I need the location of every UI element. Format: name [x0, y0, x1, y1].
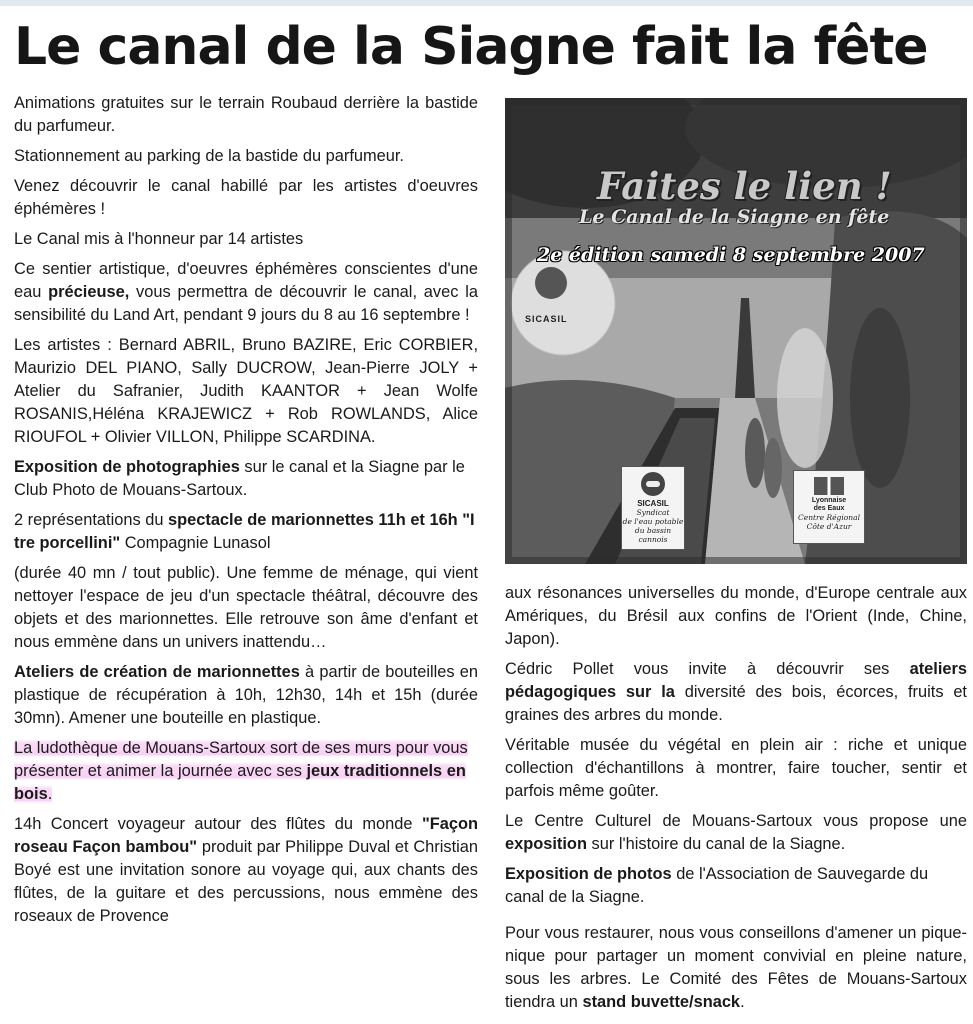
paragraph-artist-list: Les artistes : Bernard ABRIL, Bruno BAZIRE, Eric CORBIER, Maurizio DEL PIANO, Sally DUCROW, Jean-Pierre JOLY + Atelier du Safranier, Judith KAANTOR + Jean Wolfe ROSANIS,Héléna KRAJEWICZ + Rob ROWLANDS, Alice RIOUFOL + Olivier VILLON, Philippe SCARDINA. — [14, 336, 478, 446]
bold-run: stand buvette/snack — [582, 993, 741, 1011]
text-run: vous permettra de découvrir le canal, avec la sensibilité du Land Art, pendant 9 jours du 8 au 16 septembre ! — [14, 283, 478, 324]
paragraph-ludotheque — [14, 737, 478, 806]
paragraph-picnic — [505, 922, 967, 1014]
paragraph-world-resonance: aux résonances universelles du monde, d'Europe centrale aux Amériques, du Brésil aux confins de l'Orient (Inde, Chine, Japon). — [505, 584, 967, 648]
lyonnaise-logo-icon — [814, 477, 844, 495]
top-rule — [0, 0, 973, 6]
bold-run: "Façon roseau Façon bambou" — [14, 815, 478, 856]
bold-run: spectacle de marionnettes 11h et 16h "I tre porcellini" — [14, 511, 475, 552]
paragraph-photo-association — [505, 863, 967, 909]
badge-line: Centre Régional — [798, 513, 860, 522]
figure-shape — [745, 418, 765, 488]
text-run: 14h Concert voyageur autour des flûtes du monde — [14, 815, 422, 833]
text-run: . — [47, 785, 53, 803]
event-poster — [505, 98, 967, 564]
text-run: Compagnie Lunasol — [120, 534, 271, 552]
paragraph-puppet-show — [14, 509, 478, 555]
bold-run: ateliers pédagogiques sur la — [505, 660, 967, 701]
headline: Le canal de la Siagne fait la fête — [14, 17, 928, 77]
badge-name: Lyonnaise — [811, 497, 847, 504]
text-run: . — [740, 993, 745, 1011]
bold-run: jeux traditionnels en bois — [14, 762, 466, 803]
bold-run: exposition — [505, 835, 587, 853]
text-run: Cédric Pollet vous invite à découvrir ses — [505, 660, 910, 678]
bold-run: Exposition de photographies — [14, 458, 240, 476]
poster-subtitle: Le Canal de la Siagne en fête — [579, 206, 890, 228]
sicasil-badge — [621, 466, 685, 550]
lyonnaise-badge — [793, 470, 865, 544]
paragraph-photo-exhibit — [14, 456, 478, 502]
badge-line: Côte d'Azur — [806, 522, 852, 531]
poster-title: Faites le lien ! — [597, 164, 892, 208]
right-column — [505, 582, 967, 1021]
paragraph-puppet-description: (durée 40 mn / tout public). Une femme de ménage, qui vient nettoyer l'espace de jeu d'un spectacle théâtral, découvre des objets et des marionnettes. Elle retrouve son âme d'enfant et nous emmène dans un univers inattendu… — [14, 564, 478, 651]
paragraph-workshops — [505, 658, 967, 727]
paragraph-parking: Stationnement au parking de la bastide du parfumeur. — [14, 147, 404, 165]
paragraph-concert — [14, 813, 478, 928]
text-run: produit par Philippe Duval et Christian Boyé est une invitation sonore au voyage qui, aux chants des flûtes, de la guitare et des percussions, nous emmène des roseaux de Provence — [14, 838, 479, 925]
text-run: Le Centre Culturel de Mouans-Sartoux vous propose une — [505, 812, 967, 830]
bold-run: Ateliers de création de marionnettes — [14, 663, 300, 681]
badge-line: du bassin cannois — [634, 526, 672, 544]
text-run: diversité des bois, écorces, fruits et graines des arbres du monde. — [505, 683, 967, 724]
text-run: Ce sentier artistique, d'oeuvres éphémères conscientes d'une eau — [14, 260, 478, 301]
balloon-shape — [511, 251, 615, 355]
left-column — [14, 92, 478, 935]
text-run: 2 représentations du — [14, 511, 168, 529]
highlighted-text — [14, 739, 468, 803]
balloon-brand: SICASIL — [525, 314, 568, 324]
figure-shape — [850, 308, 910, 488]
text-run: sur l'histoire du canal de la Siagne. — [586, 835, 846, 853]
badge-name: SICASIL — [637, 499, 669, 508]
paragraph-puppet-workshops — [14, 661, 478, 730]
badge-line: Syndicat — [636, 508, 670, 517]
paragraph-location: Animations gratuites sur le terrain Roubaud derrière la bastide du parfumeur. — [14, 94, 478, 135]
text-run: de l'Association de Sauvegarde du canal de la Siagne. — [505, 865, 929, 906]
text-run: La ludothèque de Mouans-Sartoux sort de ses murs pour vous présenter et animer la journée avec ses — [14, 739, 468, 780]
paragraph-cultural-centre — [505, 810, 967, 856]
paragraph-invite: Venez découvrir le canal habillé par les artistes d'oeuvres éphémères ! — [14, 177, 478, 218]
badge-line: de l'eau potable — [622, 517, 684, 526]
poster-date: 2e édition samedi 8 septembre 2007 — [537, 244, 925, 266]
badge-name: des Eaux — [813, 505, 845, 512]
figure-shape — [764, 438, 782, 498]
paragraph-museum: Véritable musée du végétal en plein air : riche et unique collection d'échantillons à montrer, faire toucher, sentir et parfois même goûter. — [505, 736, 967, 800]
paragraph-land-art — [14, 258, 478, 327]
bold-run: Exposition de photos — [505, 865, 672, 883]
balloon-logo-icon — [535, 267, 567, 299]
sicasil-logo-icon — [641, 472, 665, 496]
text-run: sur le canal et la Siagne par le Club Photo de Mouans-Sartoux. — [14, 458, 465, 499]
figure-shape — [777, 328, 833, 468]
paragraph-artists-count: Le Canal mis à l'honneur par 14 artistes — [14, 230, 304, 248]
bold-run: précieuse, — [48, 283, 130, 301]
text-run: à partir de bouteilles en plastique de récupération à 10h, 12h30, 14h et 15h (durée 30mn). Amener une bouteille en plastique. — [14, 663, 478, 727]
text-run: Pour vous restaurer, nous vous conseillons d'amener un pique-nique pour partager un moment convivial en pleine nature, sous les arbres. Le Comité des Fêtes de Mouans-Sartoux tiendra un — [505, 924, 967, 1011]
